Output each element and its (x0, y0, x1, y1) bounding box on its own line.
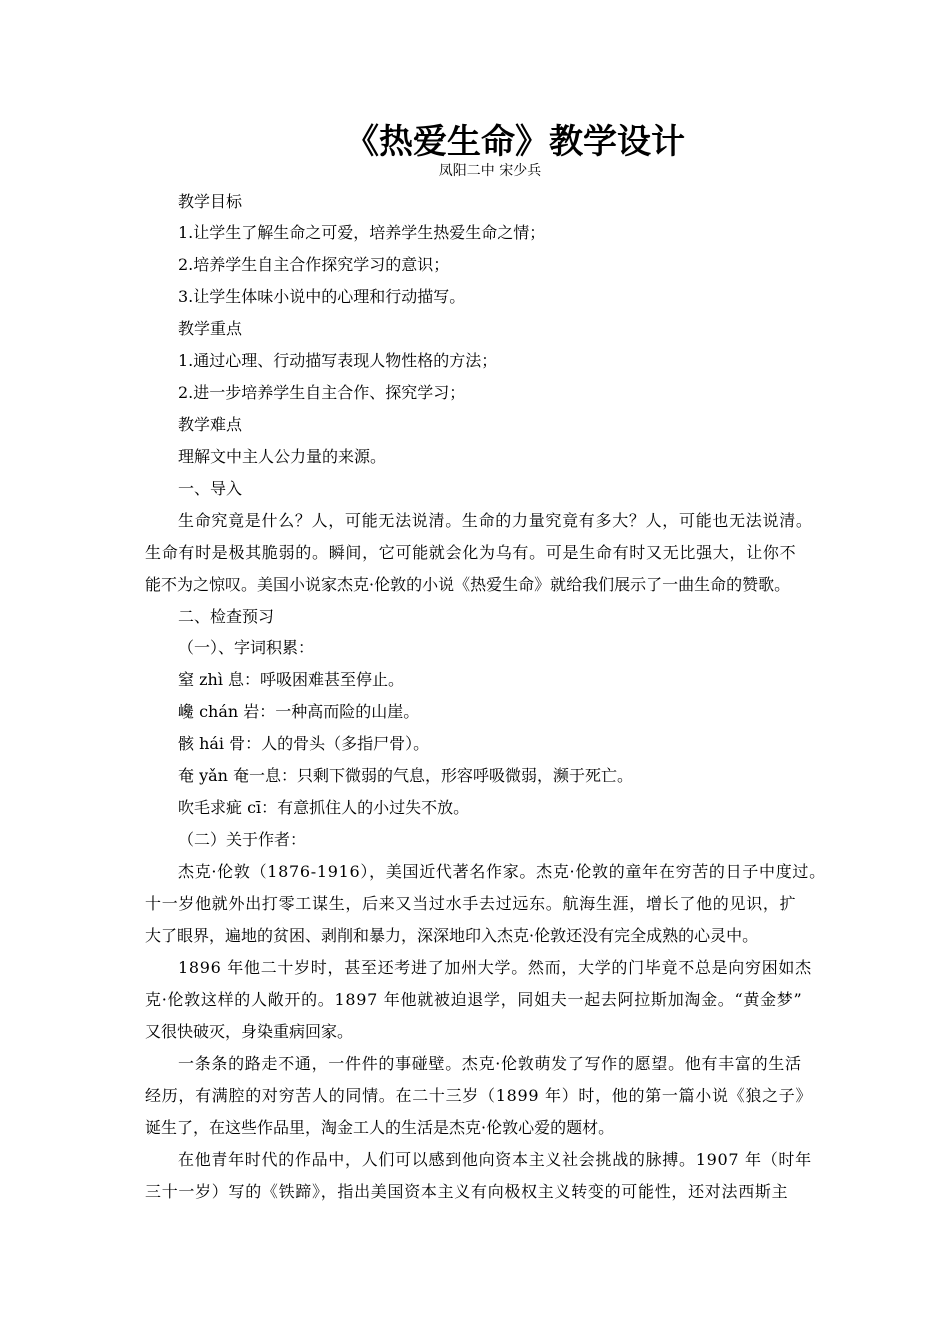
objective-item: 3.让学生体味小说中的心理和行动描写。 (178, 287, 466, 306)
paragraph-line: 1896 年他二十岁时，甚至还考进了加州大学。然而，大学的门毕竟不总是向穷困如杰 (178, 958, 812, 977)
paragraph-line: 诞生了，在这些作品里，淘金工人的生活是杰克·伦敦心爱的题材。 (145, 1118, 615, 1137)
paragraph-line: 经历，有满腔的对穷苦人的同情。在二十三岁（1899 年）时，他的第一篇小说《狼之子》 (145, 1086, 813, 1105)
difficulty-heading: 教学难点 (178, 415, 243, 434)
difficulty-text: 理解文中主人公力量的来源。 (178, 447, 387, 466)
key-point-item: 2.进一步培养学生自主合作、探究学习； (178, 383, 466, 402)
section-heading-intro: 一、导入 (178, 479, 243, 498)
paragraph-line: 三十一岁）写的《铁蹄》，指出美国资本主义有向极权主义转变的可能性，还对法西斯主 (145, 1182, 789, 1201)
paragraph-line: 在他青年时代的作品中，人们可以感到他向资本主义社会挑战的脉搏。1907 年（时年 (178, 1150, 812, 1169)
paragraph-line: 生命有时是极其脆弱的。瞬间，它可能就会化为乌有。可是生命有时又无比强大，让你不 (145, 543, 797, 562)
vocab-item: 奄 yǎn 奄一息：只剩下微弱的气息，形容呼吸微弱，濒于死亡。 (178, 766, 634, 785)
vocab-item: 巉 chán 岩：一种高而险的山崖。 (178, 702, 420, 721)
document-title: 《热爱生命》教学设计 (345, 122, 685, 162)
paragraph-line: 生命究竟是什么？人，可能无法说清。生命的力量究竟有多大？人，可能也无法说清。 (178, 511, 813, 530)
paragraph-line: 一条条的路走不通，一件件的事碰壁。杰克·伦敦萌发了写作的愿望。他有丰富的生活 (178, 1054, 802, 1073)
paragraph-line: 克·伦敦这样的人敞开的。1897 年他就被迫退学，同姐夫一起去阿拉斯加淘金。“黄金梦” (145, 990, 803, 1009)
objective-item: 2.培养学生自主合作探究学习的意识； (178, 255, 450, 274)
objective-item: 1.让学生了解生命之可爱，培养学生热爱生命之情； (178, 223, 546, 242)
vocab-item: 骸 hái 骨：人的骨头（多指尸骨）。 (178, 734, 430, 753)
paragraph-line: 杰克·伦敦（1876-1916），美国近代著名作家。杰克·伦敦的童年在穷苦的日子中度过。 (178, 862, 826, 881)
paragraph-line: 又很快破灭，身染重病回家。 (145, 1022, 354, 1041)
paragraph-line: 能不为之惊叹。美国小说家杰克·伦敦的小说《热爱生命》就给我们展示了一曲生命的赞歌。 (145, 575, 791, 594)
paragraph-line: 十一岁他就外出打零工谋生，后来又当过水手去过远东。航海生涯，增长了他的见识，扩 (145, 894, 797, 913)
section-heading-preview: 二、检查预习 (178, 607, 275, 626)
author-info-heading: （二）关于作者： (178, 830, 307, 849)
vocab-item: 吹毛求疵 cī：有意抓住人的小过失不放。 (178, 798, 470, 817)
vocab-heading: （一）、字词积累： (178, 638, 315, 657)
key-point-item: 1.通过心理、行动描写表现人物性格的方法； (178, 351, 498, 370)
author-line: 凤阳二中 宋少兵 (438, 163, 542, 179)
vocab-item: 窒 zhì 息：呼吸困难甚至停止。 (178, 670, 405, 689)
paragraph-line: 大了眼界，遍地的贫困、剥削和暴力，深深地印入杰克·伦敦还没有完全成熟的心灵中。 (145, 926, 759, 945)
objectives-heading: 教学目标 (178, 192, 243, 211)
key-points-heading: 教学重点 (178, 319, 243, 338)
